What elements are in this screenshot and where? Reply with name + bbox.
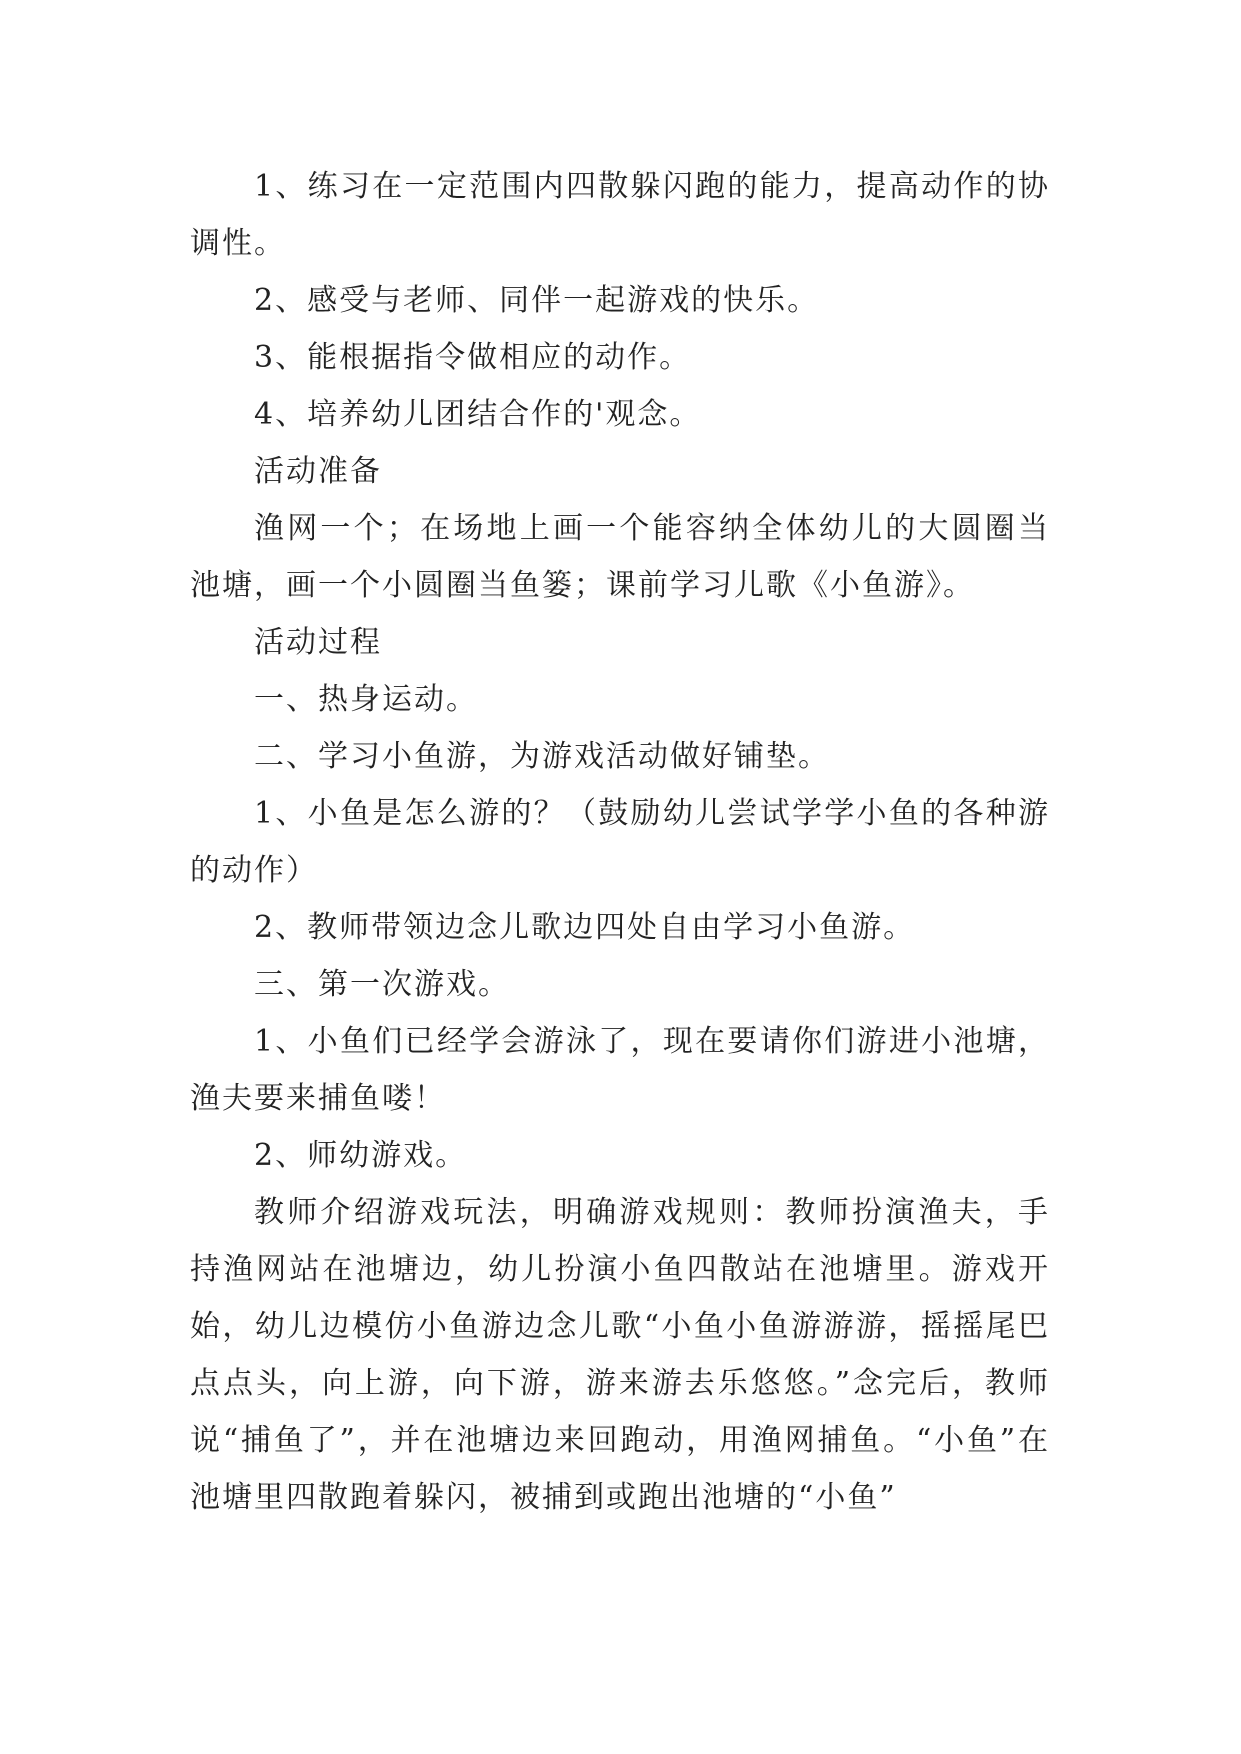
section-heading-process: 活动过程 xyxy=(254,625,382,660)
preparation-paragraph: 渔网一个；在场地上画一个能容纳全体幼儿的大圆圈当池塘，画一个小圆圈当鱼篓；课前学习儿歌《小鱼游》。 xyxy=(190,511,1050,603)
document-body xyxy=(190,158,1050,1526)
objective-2-paragraph: 2、感受与老师、同伴一起游戏的快乐。 xyxy=(254,283,820,318)
section-heading-preparation: 活动准备 xyxy=(254,454,382,489)
game-rules-paragraph: 教师介绍游戏玩法，明确游戏规则：教师扮演渔夫，手持渔网站在池塘边，幼儿扮演小鱼四散站在池塘里。游戏开始，幼儿边模仿小鱼游边念儿歌“小鱼小鱼游游游，摇摇尾巴点点头，向上游，向下游，游来游去乐悠悠。”念完后，教师说“捕鱼了”，并在池塘边来回跑动，用渔网捕鱼。“小鱼”在池塘里四散跑着躲闪，被捕到或跑出池塘的“小鱼” xyxy=(190,1195,1050,1515)
step-learn-fish-swim-paragraph: 二、学习小鱼游，为游戏活动做好铺垫。 xyxy=(254,739,830,774)
substep-2-paragraph: 2、教师带领边念儿歌边四处自由学习小鱼游。 xyxy=(254,910,916,945)
objective-1-paragraph: 1、练习在一定范围内四散躲闪跑的能力，提高动作的协调性。 xyxy=(190,169,1050,261)
step-warmup-paragraph: 一、热身运动。 xyxy=(254,682,478,717)
game-substep-1-paragraph: 1、小鱼们已经学会游泳了，现在要请你们游进小池塘，渔夫要来捕鱼喽！ xyxy=(190,1024,1050,1116)
game-substep-2-paragraph: 2、师幼游戏。 xyxy=(254,1138,468,1173)
objective-3-paragraph: 3、能根据指令做相应的动作。 xyxy=(254,340,692,375)
objective-4-paragraph: 4、培养幼儿团结合作的'观念。 xyxy=(254,397,702,432)
substep-1-paragraph: 1、小鱼是怎么游的？（鼓励幼儿尝试学学小鱼的各种游的动作） xyxy=(190,796,1050,888)
step-first-game-paragraph: 三、第一次游戏。 xyxy=(254,967,510,1002)
